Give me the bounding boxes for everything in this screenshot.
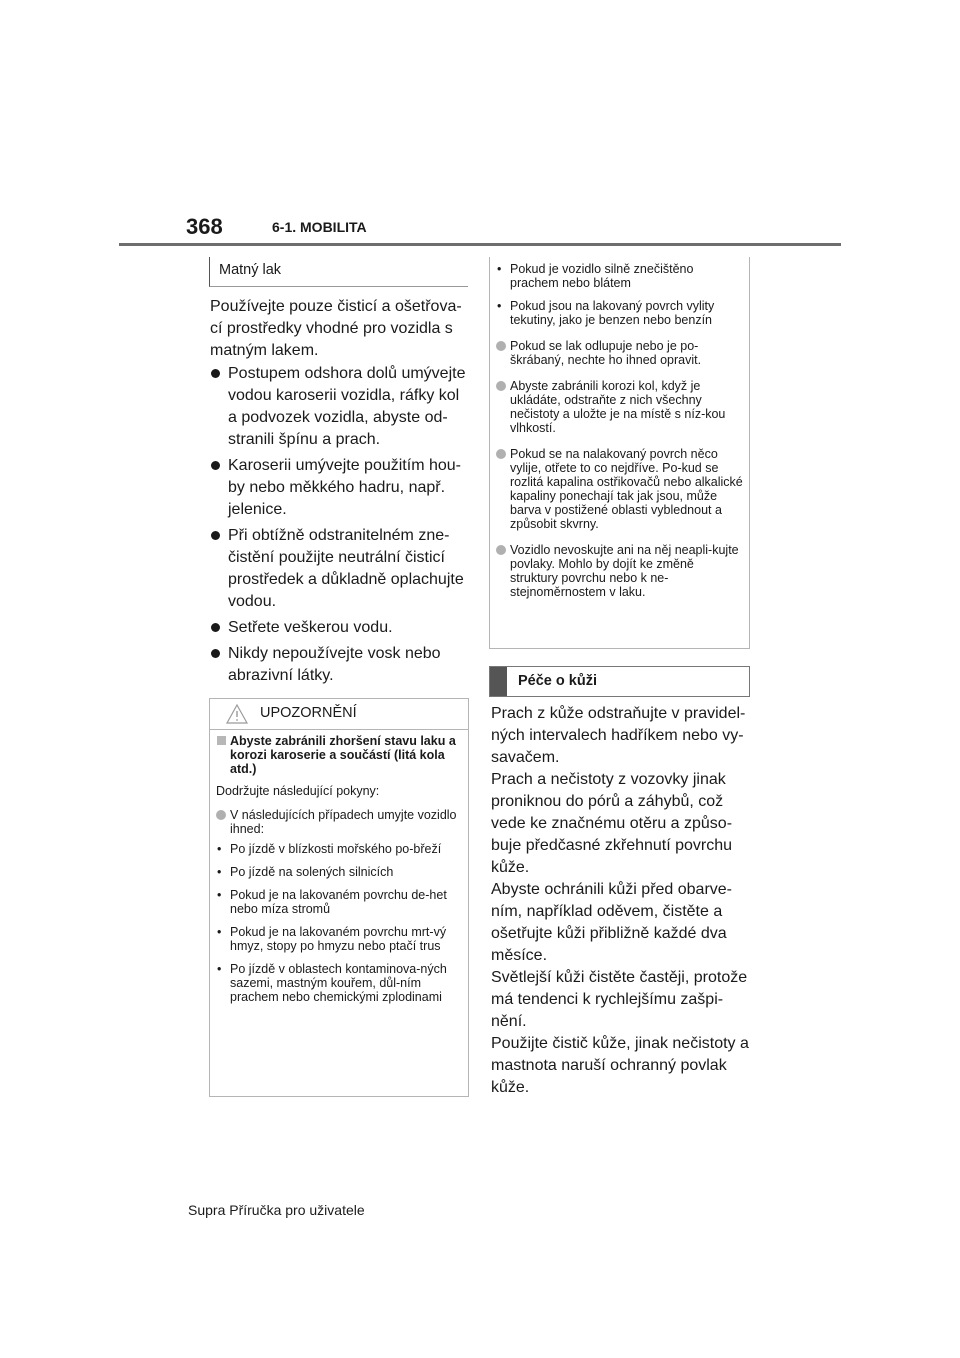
leather-care-section-header — [489, 666, 750, 697]
list-item: • Pokud jsou na lakovaný povrch vylity tekutiny, jako je benzen nebo benzín — [496, 299, 745, 327]
list-item: • Pokud je vozidlo silně znečištěno prachem nebo blátem — [496, 262, 745, 290]
list-item: • Po jízdě v blízkosti mořského po-břeží — [216, 842, 464, 856]
list-item: Vozidlo nevoskujte ani na něj neapli-kujte povlaky. Mohlo by dojít ke změně struktury povrchu nebo k ne-stejnoměrnostem v laku. — [496, 543, 745, 599]
warning-box — [209, 698, 469, 1097]
section-title: Péče o kůži — [518, 673, 597, 689]
warning-triangle-icon — [226, 704, 248, 724]
warning-continuation-box — [489, 257, 750, 649]
chapter-title: 6-1. MOBILITA — [272, 219, 367, 235]
matte-paint-label: Matný lak — [219, 262, 282, 278]
footer-text: Supra Příručka pro uživatele — [188, 1202, 365, 1218]
warning-content — [216, 734, 464, 1013]
warning-header — [210, 699, 468, 730]
list-item: • Po jízdě v oblastech kontaminova-ných sazemi, mastným kouřem, důl-ním prachem nebo chemickými zplodinami — [216, 962, 464, 1004]
paragraph: Prach z kůže odstraňujte v pravidel-ných intervalech hadříkem nebo vy-savačem. — [491, 705, 746, 766]
matte-paint-label-box — [209, 257, 468, 287]
page-number: 368 — [186, 214, 223, 239]
paragraph: Prach a nečistoty z vozovky jinak proniknou do pórů a záhybů, což vede ke značnému otěru a způso-buje předčasné zkřehnutí povrchu kůže. — [491, 771, 733, 876]
list-item: Abyste zabránili korozi kol, když je ukládáte, odstraňte z nich všechny nečistoty a uložte je na místě s níz-kou vlhkostí. — [496, 379, 745, 435]
warning-circle-item: V následujících případech umyjte vozidlo ihned: — [216, 808, 464, 836]
list-item: Setřete veškerou vodu. — [210, 617, 470, 639]
paragraph: Světlejší kůži čistěte častěji, protože má tendenci k rychlejšímu zašpi-nění. — [491, 969, 748, 1030]
paragraph: Použijte čistič kůže, jinak nečistoty a mastnota naruší ochranný povlak kůže. — [491, 1035, 749, 1096]
paragraph: Abyste ochránili kůži před obarve-ním, například oděvem, čistěte a ošetřujte kůži přibližně každé dva měsíce. — [491, 881, 733, 964]
list-item: Pokud se lak odlupuje nebo je po-škrábaný, nechte ho ihned opravit. — [496, 339, 745, 367]
list-item: Nikdy nepoužívejte vosk nebo abrazivní látky. — [210, 643, 470, 687]
warning-instruction: Dodržujte následující pokyny: — [216, 784, 380, 798]
matte-intro-text: Používejte pouze čisticí a ošetřova-cí prostředky vhodné pro vozidla s matným lakem. — [210, 298, 462, 359]
warning-continuation-content — [496, 262, 745, 605]
matte-care-bullets — [210, 363, 470, 691]
list-item: Postupem odshora dolů umývejte vodou karoserii vozidla, ráfky kol a podvozek vozidla, abyste od-stranili špínu a prach. — [210, 363, 470, 451]
list-item: • Pokud je na lakovaném povrchu mrt-vý hmyz, stopy po hmyzu nebo ptačí trus — [216, 925, 464, 953]
section-marker — [490, 667, 507, 696]
warning-title: UPOZORNĚNÍ — [260, 705, 357, 721]
list-item: Pokud se na nalakovaný povrch něco vylije, otřete to co nejdříve. Po-kud se rozlitá kapalina ostřikovačů nebo alkalické kapaliny ponechají tak jak jsou, může barva v postižené oblasti vyblednout a způsobit skvrny. — [496, 447, 745, 531]
list-item: • Po jízdě na solených silnicích — [216, 865, 464, 879]
list-item: • Pokud je na lakovaném povrchu de-het nebo míza stromů — [216, 888, 464, 916]
list-item: Při obtížně odstranitelném zne-čistění použijte neutrální čisticí prostředek a důkladně oplachujte vodou. — [210, 525, 470, 613]
leather-care-text — [491, 703, 753, 1099]
header-rule — [119, 243, 841, 246]
list-item: Karoserii umývejte použitím hou-by nebo měkkého hadru, např. jelenice. — [210, 455, 470, 521]
warning-heading: Abyste zabránili zhoršení stavu laku a korozi karoserie a součástí (litá kola atd.) — [216, 734, 464, 776]
